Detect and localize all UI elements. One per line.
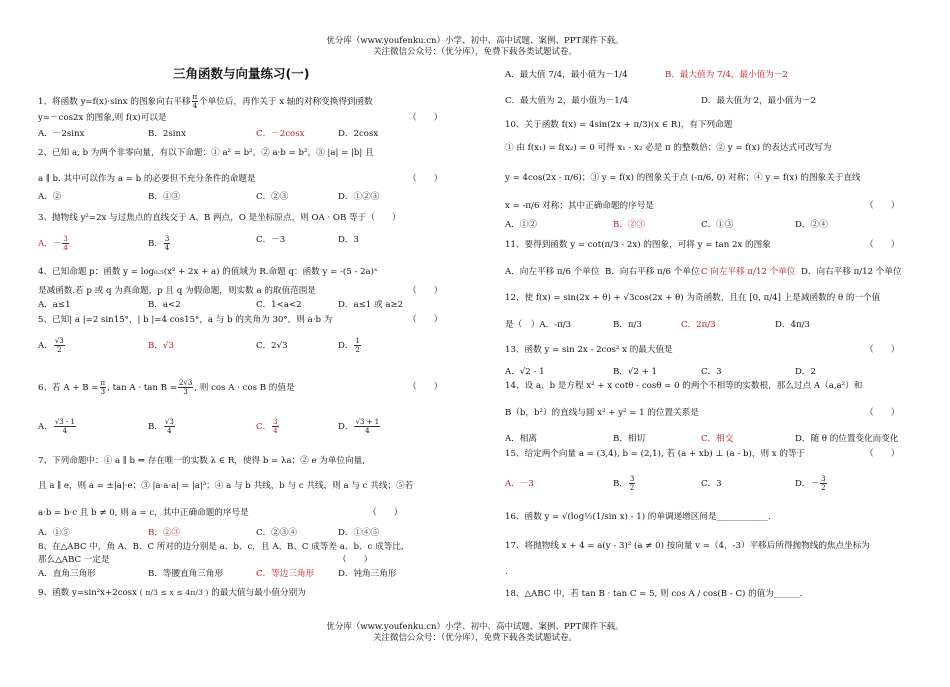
q7-line-1: 7、下列命题中：① a ∥ b ⇔ 存在唯一的实数 λ ∈ R，使得 b = λa；② e 为单位向量, xyxy=(38,456,365,466)
q7-option-c: C．②③④ xyxy=(256,528,297,538)
q13-option-c: C．3 xyxy=(701,367,722,377)
q14-option-a: A．相离 xyxy=(505,434,537,444)
q15-option-c: C．3 xyxy=(701,479,722,489)
q9-option-c: C．最大值为 2，最小值为－1/4 xyxy=(505,96,629,106)
q15-paren: （ ） xyxy=(865,449,900,459)
q13-paren: （ ） xyxy=(865,345,900,355)
q9-line-1: 9、函数 y=sin²x+2cosx ( π/3 ≤ x ≤ 4π/3 ) 的最大值与最小值分别为 xyxy=(38,588,306,598)
q2-paren: （ ） xyxy=(408,174,443,184)
q12-option-c: C．2π/3 xyxy=(681,320,716,330)
q2-line-1: 2、已知 a, b 为两个非零向量，有以下命题：① a² = b²，② a·b = b²，③ |a| = |b| 且 xyxy=(38,148,374,158)
q3-option-b: B． $\frac{3}{4}$ xyxy=(148,235,170,252)
q10-line-4: x = -π/6 对称；其中正确命题的序号是 xyxy=(505,201,654,211)
q7-line-3: a·b = b·c 且 b ≠ 0, 则 a = c，其中正确命题的序号是 xyxy=(38,508,249,518)
q12-option-d: D．4π/3 xyxy=(775,320,810,330)
q14-option-b: B．相切 xyxy=(613,434,646,444)
q1-line-2: y=－cos2x 的图象,则 f(x)可以是 xyxy=(38,113,167,123)
q14-line-2: B（b，b²）的直线与圆 x² + y² = 1 的位置关系是 xyxy=(505,408,699,418)
q15-option-a: A．－3 xyxy=(505,479,534,489)
q12-line-1: 12、使 f(x) = sin(2x + θ) + √3cos(2x + θ) 为奇函数，且在 [0, π/4] 上是减函数的 θ 的一个值 xyxy=(505,293,881,303)
q8-option-c: C．等边三角形 xyxy=(256,569,315,579)
q15-options xyxy=(505,475,925,495)
q8-option-a: A．直角三角形 xyxy=(38,569,96,579)
q3-option-c: C．－3 xyxy=(256,235,286,245)
q2-option-c: C．②③ xyxy=(256,192,289,202)
q7-option-d: D．①④⑤ xyxy=(338,528,380,538)
q4-line-1: 4、已知命题 p：函数 y = log₀.₅(x² + 2x + a) 的值域为 R.命题 q：函数 y = -(5 - 2a)ˣ xyxy=(38,267,378,277)
q8-paren: （ ） xyxy=(338,555,373,565)
q5-option-b: B．√3 xyxy=(148,341,174,351)
q7-line-2: 且 a ∥ e，则 a = ±|a|·e；③ |a·a·a| = |a|³；④ a 与 b 共线，b 与 c 共线，则 a 与 c 共线；⑤若 xyxy=(38,481,414,491)
q9-option-a: A．最大值 7/4，最小值为－1/4 xyxy=(505,70,628,80)
q16-answer-blank[interactable]: ____________． xyxy=(716,512,777,522)
q4-option-b: B．a<2 xyxy=(148,300,181,310)
q1-text-b: 个单位后，再作关于 x 轴的对称变换得到函数 xyxy=(199,97,373,107)
q5-option-d: D． $\frac{1}{2}$ xyxy=(338,337,360,354)
q2-option-a: A．② xyxy=(38,192,62,202)
q6-option-d: D． $\frac{√3 + 1}{4}$ xyxy=(338,418,380,435)
q15-option-d: D．－ $\frac{3}{2}$ xyxy=(795,475,826,492)
q11-paren: （ ） xyxy=(865,240,900,250)
q1-option-d: D．2cosx xyxy=(338,129,379,139)
q10-option-c: C．①③ xyxy=(701,220,734,230)
page-header xyxy=(0,36,950,58)
q7-option-b: B．②③ xyxy=(148,528,181,538)
q11-option-b: B．向右平移 π/6 个单位 xyxy=(605,267,700,277)
q4-option-a: A．a≤1 xyxy=(38,300,71,310)
page-footer xyxy=(0,622,950,644)
q12-option-a: 是（ ）A．-π/3 xyxy=(505,320,572,330)
q10-line-1: 10、关于函数 f(x) = 4sin(2x + π/3)(x ∈ R)，有下列命题 xyxy=(505,120,733,130)
q6-option-b: B． $\frac{√3}{4}$ xyxy=(148,418,174,435)
q8-line-1: 8、在△ABC 中，角 A、B、C 所对的边分别是 a、b、c，且 A、B、C 成等差 a、b、c 成等比, xyxy=(38,542,404,552)
q4-option-c: C．1<a<2 xyxy=(256,300,302,310)
q15-line-1: 15、给定两个向量 a = (3,4), b = (2,1), 若 (a + xb) ⊥ (a - b)，则 x 的等于 xyxy=(505,449,806,459)
q14-option-c: C．相交 xyxy=(701,434,734,444)
q6-option-a: A． $\frac{√3 - 1}{4}$ xyxy=(38,418,75,435)
q13-option-d: D．2 xyxy=(795,367,816,377)
q18-line-1: 18、△ABC 中，若 tan B · tan C = 5, 则 cos A / cos(B - C) 的值为______． xyxy=(505,589,809,599)
footer-line-1: 优分库（www.youfenku.cn）小学、初中、高中试题、案例、PPT课件下载。 xyxy=(326,622,624,632)
q5-line-1: 5、已知| a |=2 sin15°，| b |=4 cos15°，a 与 b 的夹角为 30°，则 a·b 为 xyxy=(38,315,333,325)
q1-option-b: B．2sinx xyxy=(148,129,186,139)
q5-paren: （ ） xyxy=(408,315,443,325)
q13-line-1: 13、函数 y = sin 2x - 2cos² x 的最大值是 xyxy=(505,345,673,355)
q1-fraction: $\frac{\pi}{4}$ xyxy=(192,93,198,110)
q6-line-1: 6、若 A + B = $\frac{\pi}{3}$ , tan A · tan B = $\frac{2√3}{3}$ , 则 cos A · cos B 的值是 xyxy=(38,379,295,396)
q8-option-d: D．钝角三角形 xyxy=(338,569,397,579)
q2-option-b: B．①③ xyxy=(148,192,181,202)
q6-options xyxy=(38,418,458,438)
q5-option-c: C．2√3 xyxy=(256,341,288,351)
q10-paren: （ ） xyxy=(865,201,900,211)
q6-option-c: C． $\frac{3}{4}$ xyxy=(256,418,278,435)
q1-option-c: C．－2cosx xyxy=(256,129,305,139)
q16-line-1: 16、函数 y = √(log½(1/sin x) - 1) 的单调递增区间是____________． xyxy=(505,512,777,522)
q17-line-1: 17、将抛物线 x + 4 = a(y - 3)² (a ≠ 0) 按向量 v =（4，-3）平移后所得抛物线的焦点坐标为 xyxy=(505,541,870,551)
q17-line-2: . xyxy=(505,567,508,577)
q7-paren: （ ） xyxy=(368,508,403,518)
q9-option-b: B．最大值为 7/4，最小值为－2 xyxy=(665,70,788,80)
q3-option-a: A．－ $\frac{3}{4}$ xyxy=(38,235,68,252)
q1-text-a: 1、将函数 y=f(x)·sinx 的图象向右平移 xyxy=(38,97,191,107)
page-title: 三角函数与向量练习(一) xyxy=(173,66,310,81)
q6-paren: （ ） xyxy=(408,382,443,392)
q11-option-d: D．向右平移 π/12 个单位 xyxy=(801,267,902,277)
q1-option-a: A．－2sinx xyxy=(38,129,85,139)
question-1 xyxy=(38,93,373,110)
q7-option-a: A．①⑤ xyxy=(38,528,70,538)
header-line-2: 关注微信公众号：（优分库），免费下载各类试题试卷。 xyxy=(372,47,577,57)
q5-options xyxy=(38,337,458,357)
q1-paren: （ ） xyxy=(408,113,443,123)
q11-option-a: A．向左平移 π/6 个单位 xyxy=(505,267,600,277)
q4-line-2: 是减函数.若 p 或 q 为真命题，p 且 q 为假命题，则实数 a 的取值范围是 xyxy=(38,286,316,296)
q8-option-b: B．等腰直角三角形 xyxy=(148,569,224,579)
footer-line-2: 关注微信公众号：（优分库），免费下载各类试题试卷。 xyxy=(372,633,577,643)
q15-option-b: B． $\frac{3}{2}$ xyxy=(613,475,635,492)
q12-option-b: B．π/3 xyxy=(613,320,642,330)
q9-range: ( π/3 ≤ x ≤ 4π/3 ) xyxy=(139,588,209,597)
q10-option-a: A．①② xyxy=(505,220,537,230)
q14-line-1: 14、设 a、b 是方程 x² + x cotθ - cosθ = 0 的两个不相等的实数根，那么过点 A（a,a²）和 xyxy=(505,381,863,391)
q3-options xyxy=(38,235,458,253)
q10-option-b: B．②③ xyxy=(613,220,646,230)
q2-option-d: D．①②③ xyxy=(338,192,380,202)
q8-line-2: 那么△ABC 一定是 xyxy=(38,555,110,565)
q4-option-d: D．a≤1 或 a≥2 xyxy=(338,300,404,310)
q10-line-2: ① 由 f(x₁) = f(x₂) = 0 可得 x₁ - x₂ 必是 π 的整数倍；② y = f(x) 的表达式可改写为 xyxy=(505,143,832,153)
q3-option-d: D．3 xyxy=(338,235,359,245)
q14-option-d: D．随 θ 的位置变化而变化 xyxy=(795,434,899,444)
q11-option-c: C 向左平移 π/12 个单位 xyxy=(701,267,796,277)
q10-line-3: y = 4cos(2x - π/6)；③ y = f(x) 的图象关于点 (-π/6, 0) 对称；④ y = f(x) 的图象关于直线 xyxy=(505,173,861,183)
q4-paren: （ ） xyxy=(408,286,443,296)
q2-line-2: a ∥ b. 其中可以作为 a = b 的必要但不充分条件的命题是 xyxy=(38,174,256,184)
header-line-1: 优分库（www.youfenku.cn）小学、初中、高中试题、案例、PPT课件下载。 xyxy=(326,36,624,46)
q3-line-1: 3、抛物线 y²=2x 与过焦点的直线交于 A、B 两点，O 是坐标原点，则 OA · OB 等于（ ） xyxy=(38,213,401,223)
q5-option-a: A． $\frac{√3}{2}$ xyxy=(38,337,64,354)
q9-option-d: D．最大值为 2，最小值为－2 xyxy=(701,96,817,106)
q18-answer-blank[interactable]: ______． xyxy=(773,589,809,599)
q13-option-b: B．√2 + 1 xyxy=(613,367,657,377)
q14-paren: （ ） xyxy=(865,408,900,418)
q13-option-a: A．√2 - 1 xyxy=(505,367,545,377)
q11-line-1: 11、要得到函数 y = cot(π/3 - 2x) 的图象，可将 y = tan 2x 的图象 xyxy=(505,240,771,250)
q10-option-d: D．②④ xyxy=(795,220,828,230)
